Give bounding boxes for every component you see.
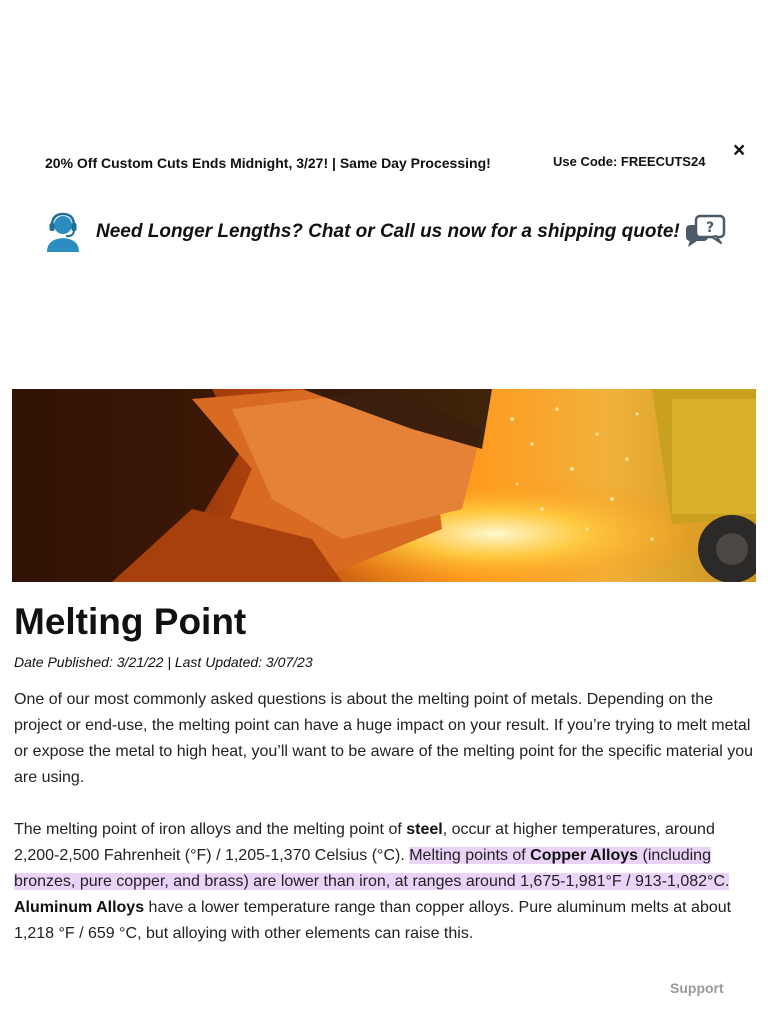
chat-question-bubble-icon[interactable] — [684, 214, 726, 248]
text-run: , occur at higher temperatures, around 2,200-2,500 Fahrenheit (°F) / 1,205-1,370 Celsius (°C). — [14, 821, 715, 864]
aluminum-alloys-term: Aluminum Alloys — [14, 899, 145, 916]
molten-metal-hero-image — [12, 389, 756, 582]
article — [14, 600, 754, 947]
text-run: have a lower temperature range than copper alloys. Pure aluminum melts at about 1,218 °F / 659 °C, but alloying with other elements can raise this. — [14, 899, 732, 942]
customer-service-agent-icon — [44, 212, 82, 252]
promo-code: Use Code: FREECUTS24 — [553, 154, 706, 169]
shipping-quote-callout — [0, 210, 768, 254]
highlighted-text: Melting points of — [409, 847, 531, 864]
copper-alloys-term: Copper Alloys — [530, 847, 639, 864]
shipping-quote-text: Need Longer Lengths? Chat or Call us now for a shipping quote! — [96, 221, 680, 242]
close-icon[interactable]: × — [733, 139, 746, 162]
steel-term: steel — [406, 821, 443, 838]
intro-paragraph: One of our most commonly asked questions is about the melting point of metals. Depending on the project or end-use, the melting point can have a huge impact on your result. If you’re trying to melt metal or expose the metal to high heat, you’ll want to be aware of the melting point for the specific material you are using. — [14, 691, 754, 786]
melting-points-paragraph — [14, 817, 754, 947]
promo-banner — [0, 140, 768, 186]
support-button[interactable]: Support — [670, 980, 724, 996]
publish-dates: Date Published: 3/21/22 | Last Updated: 3/07/23 — [14, 654, 313, 670]
page-title: Melting Point — [14, 601, 247, 642]
text-run: The melting point of iron alloys and the melting point of — [14, 821, 407, 838]
promo-text: 20% Off Custom Cuts Ends Midnight, 3/27! | Same Day Processing! — [45, 155, 491, 171]
highlighted-text: (including bronzes, pure copper, and brass) are lower than iron, at ranges around 1,675-1,981°F / 913-1,082°C. — [14, 847, 730, 890]
svg-text:?: ? — [705, 220, 715, 236]
